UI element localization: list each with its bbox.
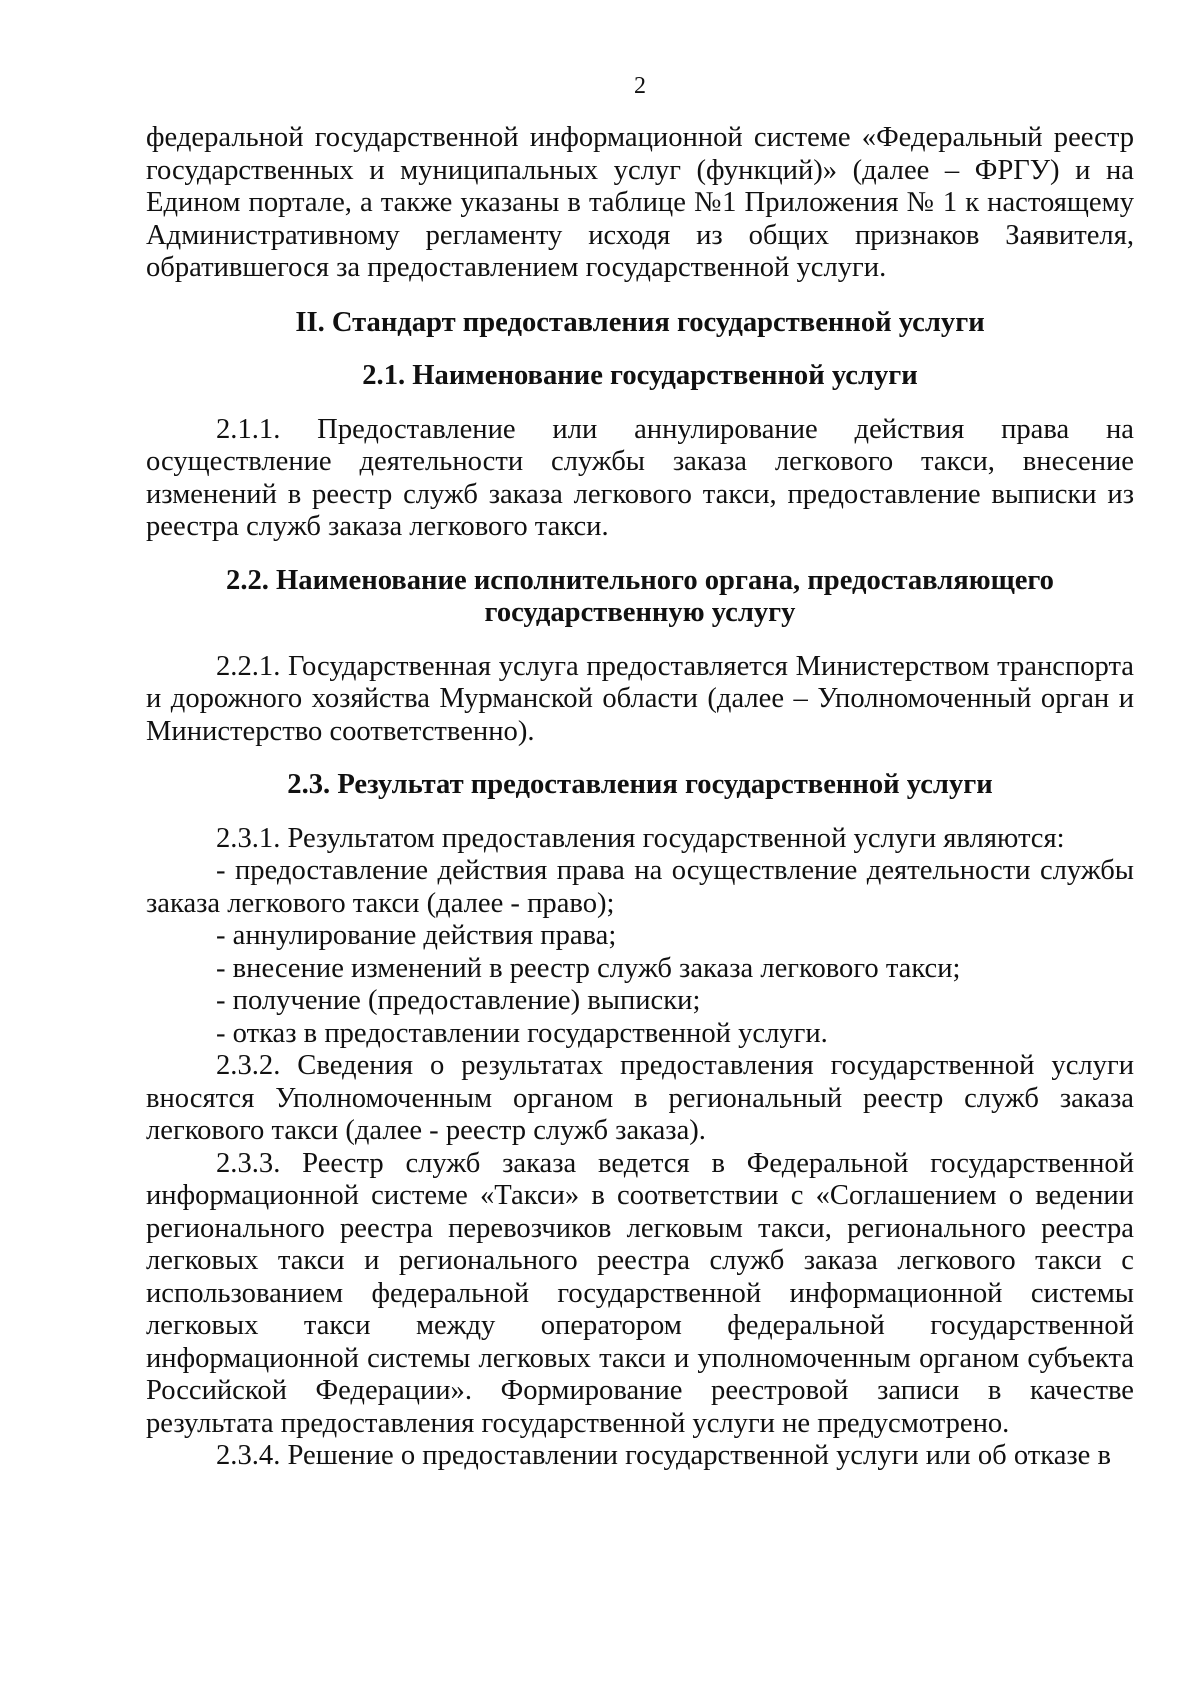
result-list-item: - отказ в предоставлении государственной услуги. <box>216 1017 828 1049</box>
paragraph-2-1-1: 2.1.1. Предоставление или аннулирование действия права на осуществление деятельности службы заказа легкового такси, внесение изменений в реестр служб заказа легкового такси, предоставление выписки из реестра служб заказа легкового такси. <box>146 413 1134 542</box>
paragraph-2-2-1: 2.2.1. Государственная услуга предоставляется Министерством транспорта и дорожного хозяйства Мурманской области (далее – Уполномоченный орган и Министерство соответственно). <box>146 650 1134 747</box>
subsection-heading-2-2 <box>146 565 1134 630</box>
subsection-heading-2-1: 2.1. Наименование государственной услуги <box>362 360 918 391</box>
result-list-item: - получение (предоставление) выписки; <box>216 985 701 1016</box>
result-list-item: - аннулирование действия права; <box>216 920 617 951</box>
paragraph-2-3-2: 2.3.2. Сведения о результатах предоставления государственной услуги вносятся Уполномоченным органом в региональный реестр служб заказа легкового такси (далее - реестр служб заказа). <box>146 1050 1134 1146</box>
subsection-heading-2-2-line1: 2.2. Наименование исполнительного органа, предоставляющего <box>226 564 1054 596</box>
paragraph-2-3-1: 2.3.1. Результатом предоставления государственной услуги являются: <box>216 822 1065 854</box>
result-list-item: - внесение изменений в реестр служб заказа легкового такси; <box>216 952 961 984</box>
document-body <box>146 122 1134 1473</box>
subsection-heading-2-3: 2.3. Результат предоставления государственной услуги <box>287 769 993 800</box>
subsection-heading-2-2-line2: государственную услугу <box>484 597 796 628</box>
paragraph-2-3-4: 2.3.4. Решение о предоставлении государственной услуги или об отказе в <box>216 1440 1112 1471</box>
intro-paragraph: федеральной государственной информационной системе «Федеральный реестр государственных и муниципальных услуг (функций)» (далее – ФРГУ) и на Едином портале, а также указаны в таблице №1 Приложения № 1 к настоящему Административному регламенту исходя из общих признаков Заявителя, обратившегося за предоставлением государственной услуги. <box>146 122 1134 283</box>
page-number: 2 <box>634 73 646 99</box>
paragraph-2-3-3: 2.3.3. Реестр служб заказа ведется в Федеральной государственной информационной системе «Такси» в соответствии с «Соглашением о ведении регионального реестра перевозчиков легковым такси, регионального реестра легковых такси и регионального реестра служб заказа легкового такси с использованием федеральной государственной информационной системы легковых такси между оператором федеральной государственной информационной системы легковых такси и уполномоченным органом субъекта Российской Федерации». Формирование реестровой записи в качестве результата предоставления государственной услуги не предусмотрено. <box>146 1147 1134 1439</box>
section-heading: II. Стандарт предоставления государственной услуги <box>295 306 985 338</box>
result-list-item: - предоставление действия права на осуществление деятельности службы заказа легкового такси (далее - право); <box>146 855 1134 919</box>
